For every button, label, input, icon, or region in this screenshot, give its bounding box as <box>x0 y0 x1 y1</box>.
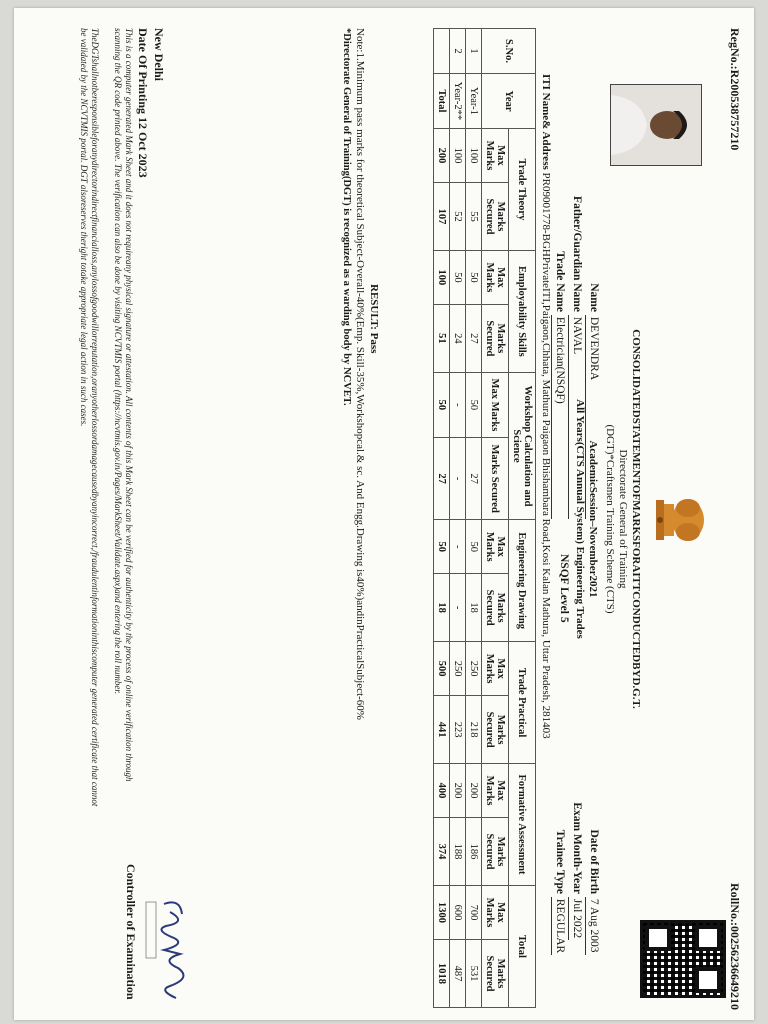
group-drawing: Engineering Drawing <box>509 520 536 642</box>
marks-cell: - <box>450 438 466 520</box>
marks-cell: 200 <box>434 129 450 183</box>
marks-cell: 374 <box>434 818 450 886</box>
trade-name: Electrician(NSQF) <box>551 315 568 519</box>
marks-secured-header: Marks Secured <box>482 438 509 520</box>
name-label: Name <box>588 283 600 312</box>
controller-signature-icon <box>140 894 200 1004</box>
father-label: Father/Guardian Name <box>571 196 583 312</box>
max-marks-header: Max Marks <box>482 129 509 183</box>
marks-cell: 55 <box>466 182 482 250</box>
marks-cell: 50 <box>450 250 466 304</box>
marks-cell: 200 <box>466 764 482 818</box>
paper-sheet <box>14 8 754 1020</box>
note-pass-marks: Note:1.Minimum pass marks for theoretical Subject-Overall-40%(Emp. Skill-35%,Workshopcal.& sc. And Engg.Drawing is40%)andinPracticalSubject-60% <box>354 28 366 720</box>
nsqf-level: NSQF Level 5 <box>558 554 570 623</box>
exam-month-year: Jul 2022 <box>568 897 585 940</box>
marks-cell: 18 <box>466 574 482 642</box>
marks-cell: 600 <box>450 885 466 939</box>
roll-number: RollNo.:00256236649210 <box>728 883 742 1010</box>
row-sno <box>434 29 450 74</box>
marks-cell: 188 <box>450 818 466 886</box>
marks-cell: 27 <box>466 304 482 372</box>
candidate-name: DEVENDRA <box>585 315 602 519</box>
controller-of-examination: Controller of Examination <box>124 864 138 1000</box>
iti-line <box>540 74 552 739</box>
marks-cell: 100 <box>434 250 450 304</box>
marks-cell: 1300 <box>434 885 450 939</box>
group-employability: Employability Skills <box>509 250 536 372</box>
qr-code-icon <box>640 920 726 998</box>
row-sno: 2 <box>450 29 466 74</box>
marks-cell: 250 <box>466 642 482 696</box>
marks-cell: 100 <box>450 129 466 183</box>
col-year: Year <box>482 74 536 129</box>
place: New Delhi <box>152 28 166 81</box>
header-session: AcademicSession–November2021 <box>587 440 599 598</box>
group-trade-practical: Trade Practical <box>509 642 536 764</box>
marks-secured-header: Marks Secured <box>482 939 509 1007</box>
marks-cell: 27 <box>434 438 450 520</box>
father-name: NAVAL <box>568 315 585 519</box>
marks-cell: 100 <box>466 129 482 183</box>
marks-cell: 51 <box>434 304 450 372</box>
max-marks-header: Max Marks <box>482 764 509 818</box>
marks-cell: - <box>450 520 466 574</box>
group-total: Total <box>509 885 536 1007</box>
marks-cell: - <box>450 372 466 437</box>
group-formative: Formative Assessment <box>509 764 536 886</box>
marks-cell: 200 <box>450 764 466 818</box>
marks-cell: 50 <box>466 372 482 437</box>
marks-table <box>433 28 536 1008</box>
table-row <box>434 29 450 1008</box>
marks-cell: 50 <box>434 372 450 437</box>
max-marks-header: Max Marks <box>482 642 509 696</box>
dob-label: Date of Birth <box>588 829 600 894</box>
header-title: CONSOLIDATEDSTATEMENTOFMARKSFORAITTCONDUCTEDBYD.G.T. <box>630 329 642 709</box>
marks-cell: 500 <box>434 642 450 696</box>
header-trades: All Years(CTS Annual System) Engineering Trades <box>574 399 586 639</box>
trainee-label: Trainee Type <box>554 829 566 894</box>
marks-secured-header: Marks Secured <box>482 574 509 642</box>
col-sno: S.No. <box>482 29 536 74</box>
printing-date: Date Of Printing 12 Oct 2023 <box>136 28 150 178</box>
marks-cell: 1018 <box>434 939 450 1007</box>
marks-secured-header: Marks Secured <box>482 818 509 886</box>
result: RESULT: Pass <box>368 284 380 354</box>
group-workshop: Workshop Calculation and Science <box>509 372 536 519</box>
marks-cell: - <box>450 574 466 642</box>
disclaimer-liability: TheDGTshallnotberesponsibleforanydirectorindirectfinancialloss,anylossofgoodwillorreputation,oranyotherlossordamagecausedbyanyincorrect,/fraudulentinformationinthiscomputer generated certificate that cannot be validated by the NCVTMIS portal. DGT alsoreserves theright totake appropriate legal action in such cases. <box>79 28 100 807</box>
marks-secured-header: Marks Secured <box>482 304 509 372</box>
marks-cell: 487 <box>450 939 466 1007</box>
marks-cell: 400 <box>434 764 450 818</box>
iti-label: ITI Name& Address <box>540 74 552 170</box>
marks-secured-header: Marks Secured <box>482 182 509 250</box>
candidate-photo <box>610 84 702 166</box>
row-sno: 1 <box>466 29 482 74</box>
marks-cell: 18 <box>434 574 450 642</box>
exam-label: Exam Month-Year <box>571 802 583 894</box>
marks-cell: 50 <box>434 520 450 574</box>
marks-cell: 186 <box>466 818 482 886</box>
iti-address: PR09001778-BGHPrivateITI,Paigaon,Chhata, Mathura Paigaon Bhishambara Road,Kosi Kalan Mathura, Uttar Pradesh, 281403 <box>540 172 552 739</box>
marks-cell: 27 <box>466 438 482 520</box>
header-scheme: (DGT)*Craftsmen Training Scheme (CTS) <box>604 424 616 614</box>
state-emblem-icon <box>644 492 708 548</box>
marks-cell: 250 <box>450 642 466 696</box>
marks-cell: 107 <box>434 182 450 250</box>
trainee-type: REGULAR <box>551 897 568 955</box>
marks-cell: 441 <box>434 696 450 764</box>
group-trade-theory: Trade Theory <box>509 129 536 251</box>
trade-label: Trade Name <box>554 251 566 312</box>
marks-cell: 223 <box>450 696 466 764</box>
candidate-info <box>551 192 602 522</box>
registration-number: RegNo.:R20053875721​0 <box>728 28 742 151</box>
row-year: Total <box>434 74 450 129</box>
max-marks-header: Max Marks <box>482 520 509 574</box>
marks-cell: 50 <box>466 520 482 574</box>
max-marks-header: Max Marks <box>482 885 509 939</box>
row-year: Year-2** <box>450 74 466 129</box>
max-marks-header: Max Marks <box>482 372 509 437</box>
note-dgt: *Directorate General of Training(DGT) is recognized as a warding body by NCVET. <box>341 28 352 406</box>
table-row <box>466 29 482 1008</box>
exam-info <box>551 794 602 1014</box>
marks-cell: 50 <box>466 250 482 304</box>
header-directorate: Directorate General of Training <box>617 449 629 589</box>
marks-body <box>434 29 482 1008</box>
row-year: Year-1 <box>466 74 482 129</box>
marks-cell: 52 <box>450 182 466 250</box>
subheader-row <box>482 29 509 1008</box>
disclaimer-verification: This is a computer generated Mark Sheet and it does not requireany physical signature or attestation. All contents of this Mark Sheet can be verified for authenticity by the process of online verification through scanning the QR code printed above. The verification can also be done by visiting NCVTMIS portal (https://ncvtmis.gov.in/Pages/MarkSheet/Validate.aspx)and entering the roll number. <box>113 28 134 782</box>
date-of-birth: 7 Aug 2003 <box>585 897 602 955</box>
marksheet-document <box>14 14 748 1020</box>
max-marks-header: Max Marks <box>482 250 509 304</box>
marks-cell: 218 <box>466 696 482 764</box>
marks-cell: 24 <box>450 304 466 372</box>
table-row <box>450 29 466 1008</box>
marks-cell: 531 <box>466 939 482 1007</box>
marks-cell: 700 <box>466 885 482 939</box>
marks-secured-header: Marks Secured <box>482 696 509 764</box>
